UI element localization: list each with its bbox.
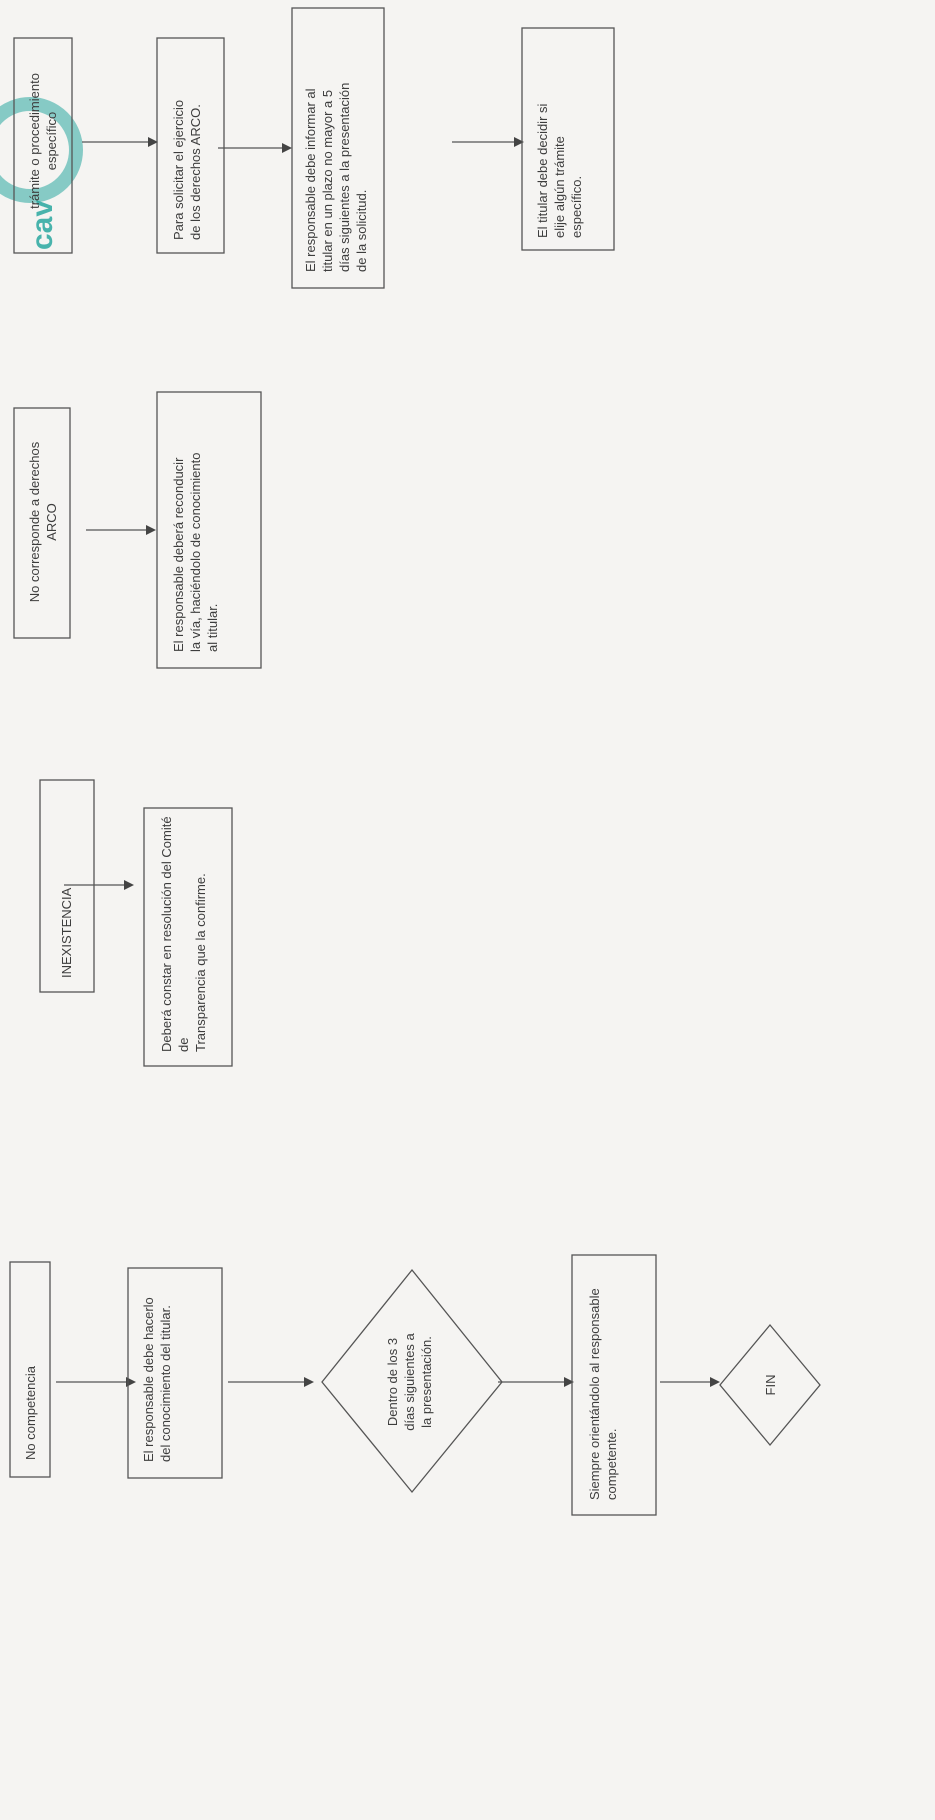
label-tramite-step2: El responsable debe informar al titular en un plazo no mayor a 5 días siguientes a la presentación de la solicitud. — [303, 82, 369, 272]
label-tramite-header: trámite o procedimiento específico — [27, 73, 59, 209]
arrowhead-nocompetencia-2 — [304, 1377, 314, 1387]
logo-text: cav — [26, 199, 59, 250]
arrowhead-noarco-1 — [146, 525, 156, 535]
arrowhead-inexistencia-1 — [124, 880, 134, 890]
label-inexistencia-step1: Deberá constar en resolución del Comité de Transparencia que la confirme. — [159, 816, 208, 1052]
label-noarco-header: No corresponde a derechos ARCO — [27, 441, 59, 603]
arrowhead-nocompetencia-4 — [710, 1377, 720, 1387]
label-tramite-step3: El titular debe decidir si elije algún trámite específico. — [535, 103, 584, 238]
label-end: FIN — [763, 1374, 778, 1396]
label-nocompetencia-header: No competencia — [23, 1366, 38, 1460]
label-nocompetencia-step2: Siempre orientándolo al responsable competente. — [587, 1288, 619, 1500]
label-noarco-step1: El responsable deberá reconducir la vía, haciéndolo de conocimiento al titular. — [171, 452, 220, 652]
arrowhead-tramite-2 — [282, 143, 292, 153]
label-decision: Dentro de los 3 días siguientes a la presentación. — [385, 1333, 434, 1431]
label-inexistencia-header: INEXISTENCIA — [59, 887, 74, 978]
label-nocompetencia-step1: El responsable debe hacerlo del conocimiento del titular. — [141, 1297, 173, 1462]
label-tramite-step1: Para solicitar el ejercicio de los derechos ARCO. — [171, 99, 203, 240]
